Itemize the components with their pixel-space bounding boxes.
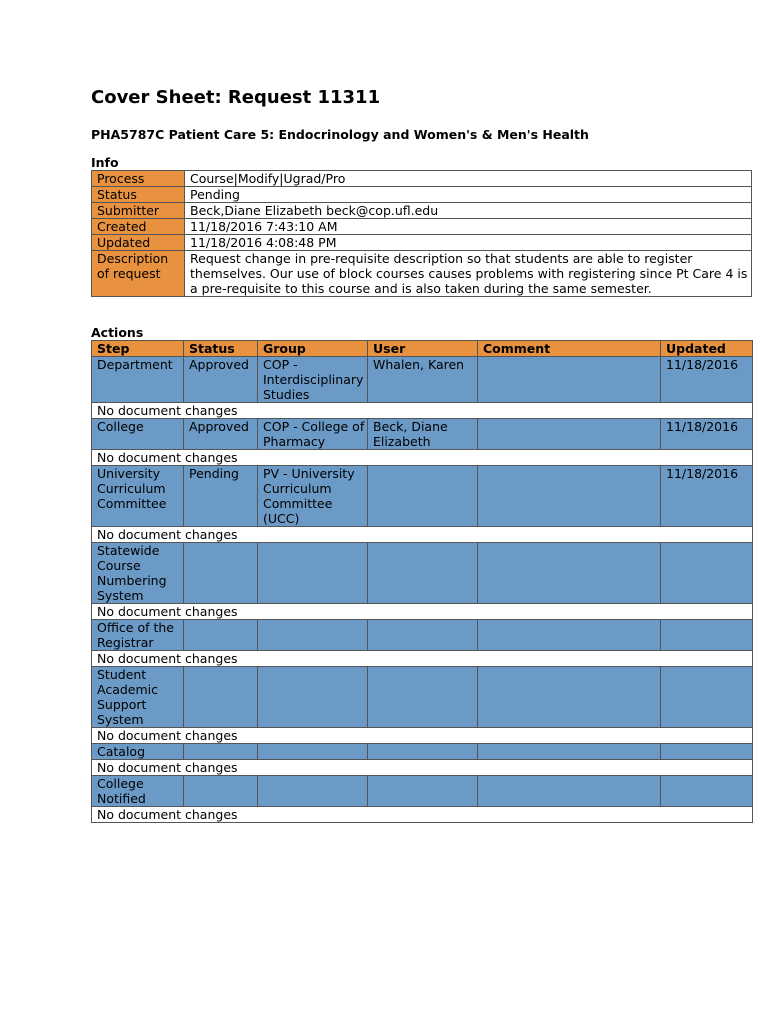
- step-group-cell: [258, 543, 368, 604]
- document-changes-note: No document changes: [92, 604, 753, 620]
- step-step-cell: Student Academic Support System: [92, 667, 184, 728]
- step-updated-cell: [661, 543, 753, 604]
- page-title: Cover Sheet: Request 11311: [91, 87, 381, 108]
- info-value: Course|Modify|Ugrad/Pro: [185, 171, 752, 187]
- step-group-cell: [258, 620, 368, 651]
- column-header: User: [368, 341, 478, 357]
- step-updated-cell: 11/18/2016: [661, 357, 753, 403]
- column-header: Status: [184, 341, 258, 357]
- column-header: Updated: [661, 341, 753, 357]
- step-comment-cell: [478, 357, 661, 403]
- actions-heading: Actions: [91, 325, 144, 340]
- step-user-cell: [368, 620, 478, 651]
- info-table: [91, 170, 752, 297]
- document-changes-note: No document changes: [92, 807, 753, 823]
- info-value: Request change in pre-requisite description so that students are able to register themselves. Our use of block courses causes problems with registering since Pt Care 4 is a pre-requisite to this course and is also taken during the same semester.: [185, 251, 752, 297]
- step-row: [92, 667, 753, 728]
- info-value: 11/18/2016 4:08:48 PM: [185, 235, 752, 251]
- info-value: 11/18/2016 7:43:10 AM: [185, 219, 752, 235]
- step-step-cell: University Curriculum Committee: [92, 466, 184, 527]
- step-group-cell: PV - University Curriculum Committee (UCC): [258, 466, 368, 527]
- step-comment-cell: [478, 419, 661, 450]
- step-group-cell: [258, 776, 368, 807]
- info-label: Submitter: [92, 203, 185, 219]
- step-status-cell: [184, 744, 258, 760]
- step-updated-cell: [661, 744, 753, 760]
- column-header: Step: [92, 341, 184, 357]
- step-row: [92, 419, 753, 450]
- step-user-cell: [368, 776, 478, 807]
- step-step-cell: College Notified: [92, 776, 184, 807]
- document-changes-note: No document changes: [92, 403, 753, 419]
- actions-header-row: [92, 341, 753, 357]
- step-status-cell: [184, 667, 258, 728]
- step-row: [92, 543, 753, 604]
- column-header: Group: [258, 341, 368, 357]
- step-user-cell: [368, 667, 478, 728]
- step-comment-cell: [478, 466, 661, 527]
- info-label: Status: [92, 187, 185, 203]
- step-group-cell: [258, 667, 368, 728]
- document-changes-row: [92, 651, 753, 667]
- step-status-cell: Pending: [184, 466, 258, 527]
- step-row: [92, 357, 753, 403]
- step-row: [92, 620, 753, 651]
- info-label: Process: [92, 171, 185, 187]
- step-updated-cell: [661, 776, 753, 807]
- step-status-cell: Approved: [184, 357, 258, 403]
- step-group-cell: [258, 744, 368, 760]
- step-status-cell: [184, 620, 258, 651]
- document-changes-row: [92, 450, 753, 466]
- step-user-cell: Whalen, Karen: [368, 357, 478, 403]
- cover-sheet: [91, 86, 752, 823]
- info-row: [92, 219, 752, 235]
- step-comment-cell: [478, 776, 661, 807]
- info-row: [92, 251, 752, 297]
- step-user-cell: [368, 543, 478, 604]
- column-header: Comment: [478, 341, 661, 357]
- step-updated-cell: [661, 667, 753, 728]
- info-value: Beck,Diane Elizabeth beck@cop.ufl.edu: [185, 203, 752, 219]
- step-row: [92, 744, 753, 760]
- document-changes-note: No document changes: [92, 450, 753, 466]
- step-group-cell: COP - Interdisciplinary Studies: [258, 357, 368, 403]
- step-step-cell: Office of the Registrar: [92, 620, 184, 651]
- document-changes-row: [92, 760, 753, 776]
- info-row: [92, 171, 752, 187]
- step-step-cell: Statewide Course Numbering System: [92, 543, 184, 604]
- info-row: [92, 187, 752, 203]
- step-status-cell: Approved: [184, 419, 258, 450]
- step-user-cell: Beck, Diane Elizabeth: [368, 419, 478, 450]
- info-value: Pending: [185, 187, 752, 203]
- step-row: [92, 776, 753, 807]
- info-row: [92, 203, 752, 219]
- step-updated-cell: [661, 620, 753, 651]
- step-group-cell: COP - College of Pharmacy: [258, 419, 368, 450]
- step-user-cell: [368, 466, 478, 527]
- step-comment-cell: [478, 620, 661, 651]
- step-step-cell: College: [92, 419, 184, 450]
- info-row: [92, 235, 752, 251]
- step-updated-cell: 11/18/2016: [661, 466, 753, 527]
- document-changes-note: No document changes: [92, 728, 753, 744]
- info-label: Updated: [92, 235, 185, 251]
- course-subtitle: PHA5787C Patient Care 5: Endocrinology and Women's & Men's Health: [91, 127, 589, 142]
- document-changes-row: [92, 807, 753, 823]
- document-changes-note: No document changes: [92, 760, 753, 776]
- step-status-cell: [184, 776, 258, 807]
- document-changes-note: No document changes: [92, 651, 753, 667]
- step-updated-cell: 11/18/2016: [661, 419, 753, 450]
- document-changes-row: [92, 403, 753, 419]
- document-changes-row: [92, 604, 753, 620]
- step-step-cell: Catalog: [92, 744, 184, 760]
- info-label: Created: [92, 219, 185, 235]
- step-comment-cell: [478, 543, 661, 604]
- step-comment-cell: [478, 744, 661, 760]
- actions-table: [91, 340, 753, 823]
- info-heading: Info: [91, 155, 119, 170]
- step-step-cell: Department: [92, 357, 184, 403]
- document-changes-row: [92, 527, 753, 543]
- info-label: Description of request: [92, 251, 185, 297]
- document-changes-row: [92, 728, 753, 744]
- document-changes-note: No document changes: [92, 527, 753, 543]
- step-comment-cell: [478, 667, 661, 728]
- step-row: [92, 466, 753, 527]
- step-status-cell: [184, 543, 258, 604]
- step-user-cell: [368, 744, 478, 760]
